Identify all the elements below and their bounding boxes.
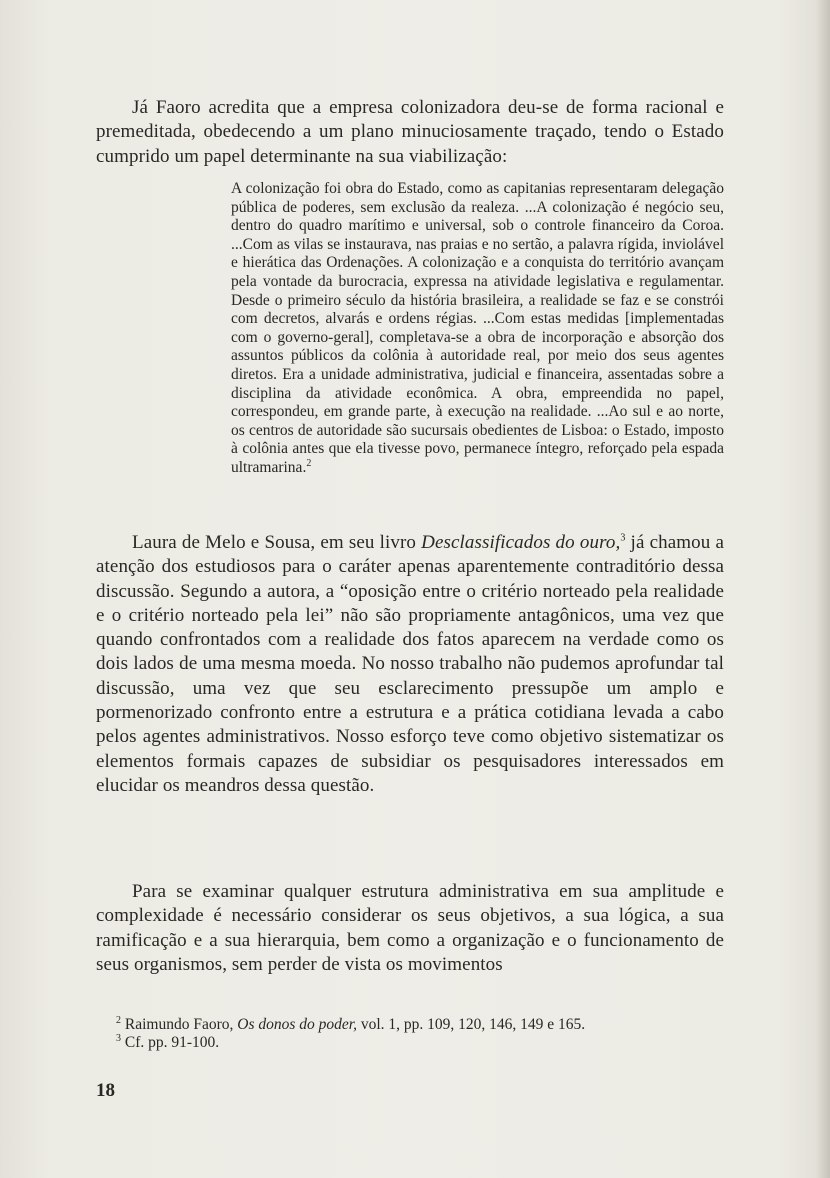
paragraph-laura-de-melo [96, 531, 724, 798]
footnote-item [96, 1034, 724, 1052]
paragraph-2-rest: já chamou a atenção dos estudiosos para o caráter apenas aparentemente contraditório dessa discussão. Segundo a autora, a “oposição entre o critério norteado pela realidade e o critério norteado pela lei” não são propriamente antagônicos, uma vez que quando confrontados com a realidade dos fatos aparecem na verdade como os dois lados de uma mesma moeda. No nosso trabalho não pudemos aprofundar tal discussão, uma vez que seu esclarecimento pressupõe um amplo e pormenorizado confronto entre a estrutura e a prática cotidiana levada a cabo pelos agentes administrativos. Nosso esforço teve como objetivo sistematizar os elementos formais capazes de subsidiar os pesquisadores interessados em elucidar os meandros dessa questão. [96, 532, 724, 796]
paragraph-faoro: Já Faoro acredita que a empresa colonizadora deu-se de forma racional e premeditada, obedecendo a um plano minuciosamente traçado, tendo o Estado cumprido um papel determinante na sua viabilização: [96, 97, 724, 167]
footnote-item [96, 1016, 724, 1034]
footnote-text-start: Raimundo Faoro, [124, 1016, 238, 1033]
book-title-desclassificados: Desclassificados do ouro, [421, 532, 621, 553]
footnote-number: 2 [116, 1014, 121, 1026]
page-number: 18 [96, 1080, 115, 1101]
paragraph-estrutura-administrativa: Para se examinar qualquer estrutura administrativa em sua amplitude e complexidade é necessário considerar os seus objetivos, a sua lógica, a sua ramificação e a sua hierarquia, bem como a organização e o funcionamento de seus organismos, sem perder de vista os movimentos [96, 881, 724, 975]
footnotes [96, 1016, 724, 1053]
block-quote-text: A colonização foi obra do Estado, como as capitanias representaram delegação pública de poderes, sem exclusão da realeza. ...A colonização é negócio seu, dentro do quadro marítimo e universal, sob o controle financeiro da Coroa. ...Com as vilas se instaurava, nas praias e no sertão, a palavra rígida, inviolável e hierática das Ordenações. A colonização e a conquista do território avançam pela vontade da burocracia, expressa na atividade legislativa e regulamentar. Desde o primeiro século da história brasileira, a realidade se faz e se constrói com decretos, alvarás e ordens régias. ...Com estas medidas [implementadas com o governo-geral], completava-se a obra de incorporação e absorção dos assuntos públicos da colônia à autoridade real, por meio dos seus agentes diretos. Era a unidade administrativa, judicial e financeira, assentadas sobre a disciplina da atividade econômica. A obra, empreendida no papel, correspondeu, em grande parte, à execução na realidade. ...Ao sul e ao norte, os centros de autoridade são sucursais obedientes de Lisboa: o Estado, imposto à colônia antes que ela tivesse povo, permanece íntegro, reforçado pela espada ultramarina. [231, 180, 724, 476]
footnote-text-start: Cf. pp. 91-100. [124, 1034, 220, 1052]
footnote-ref-2[interactable]: 2 [306, 457, 312, 469]
block-quote-faoro [231, 180, 724, 478]
footnote-text-end: vol. 1, pp. 109, 120, 146, 149 e 165. [356, 1016, 586, 1033]
paragraph-2-start: Laura de Melo e Sousa, em seu livro [132, 532, 422, 553]
footnote-ref-3[interactable]: 3 [620, 532, 626, 544]
footnote-number: 3 [116, 1033, 121, 1045]
page-edge-shadow [816, 0, 830, 1178]
footnote-book-title: Os donos do poder, [237, 1016, 357, 1033]
